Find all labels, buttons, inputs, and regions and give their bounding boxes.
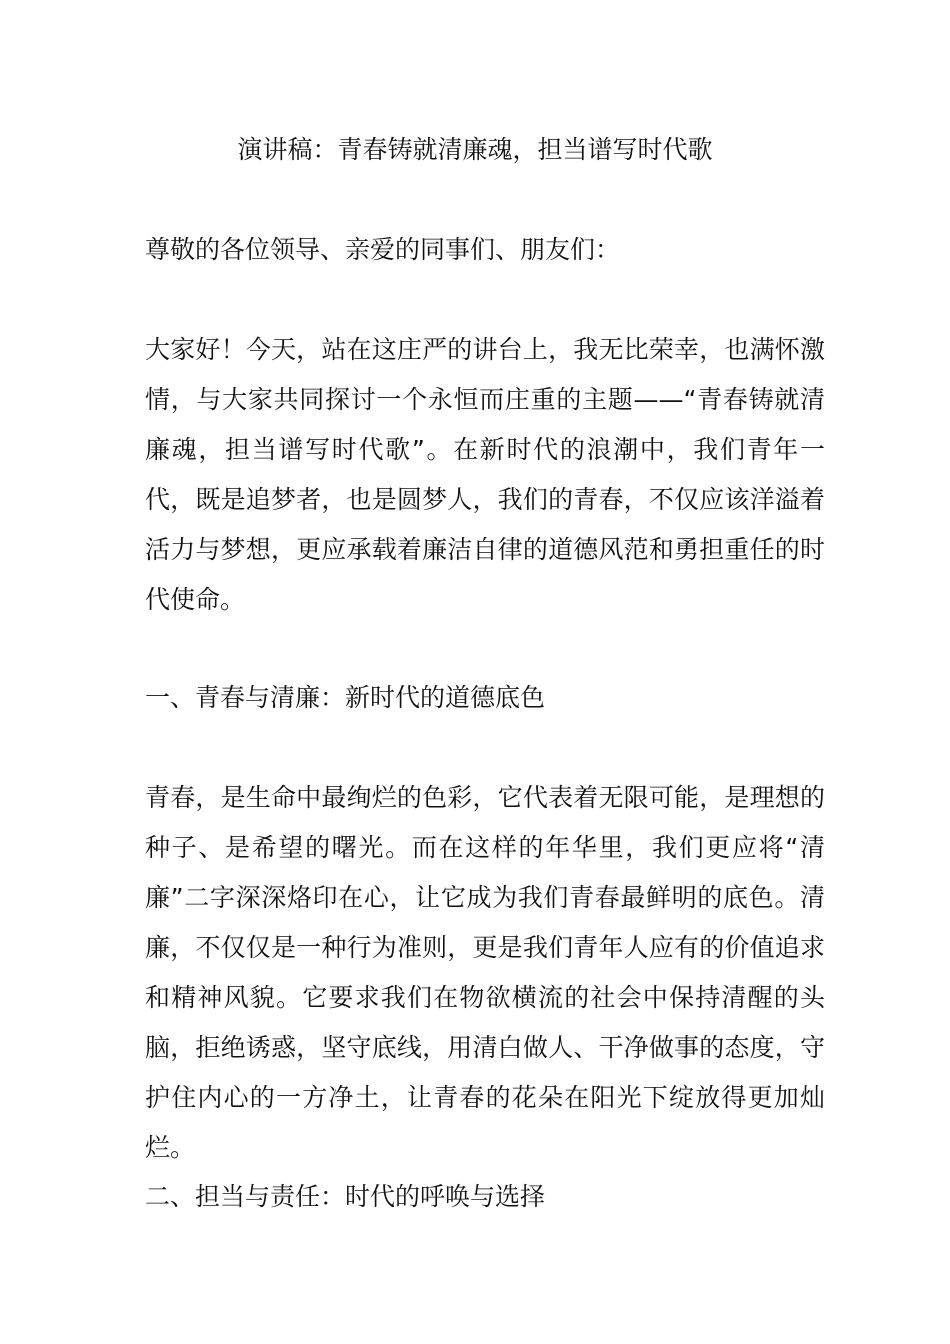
section-1-paragraph: 青春，是生命中最绚烂的色彩，它代表着无限可能，是理想的种子、是希望的曙光。而在这样的年华里，我们更应将“清廉”二字深深烙印在心，让它成为我们青春最鲜明的底色。清廉，不仅仅是一种行为准则，更是我们青年人应有的价值追求和精神风貌。它要求我们在物欲横流的社会中保持清醒的头脑，拒绝诱惑，坚守底线，用清白做人、干净做事的态度，守护住内心的一方净土，让青春的花朵在阳光下绽放得更加灿烂。 bbox=[145, 783, 825, 1162]
section-1-heading: 一、青春与清廉：新时代的道德底色 bbox=[145, 683, 546, 712]
section-2-heading: 二、担当与责任：时代的呼唤与选择 bbox=[145, 1182, 546, 1211]
salutation: 尊敬的各位领导、亲爱的同事们、朋友们： bbox=[145, 235, 621, 264]
intro-paragraph: 大家好！今天，站在这庄严的讲台上，我无比荣幸，也满怀激情，与大家共同探讨一个永恒而庄重的主题——“青春铸就清廉魂，担当谱写时代歌”。在新时代的浪潮中，我们青年一代，既是追梦者，也是圆梦人，我们的青春，不仅应该洋溢着活力与梦想，更应承载着廉洁自律的道德风范和勇担重任的时代使命。 bbox=[145, 335, 825, 614]
document-title: 演讲稿：青春铸就清廉魂，担当谱写时代歌 bbox=[237, 135, 713, 164]
